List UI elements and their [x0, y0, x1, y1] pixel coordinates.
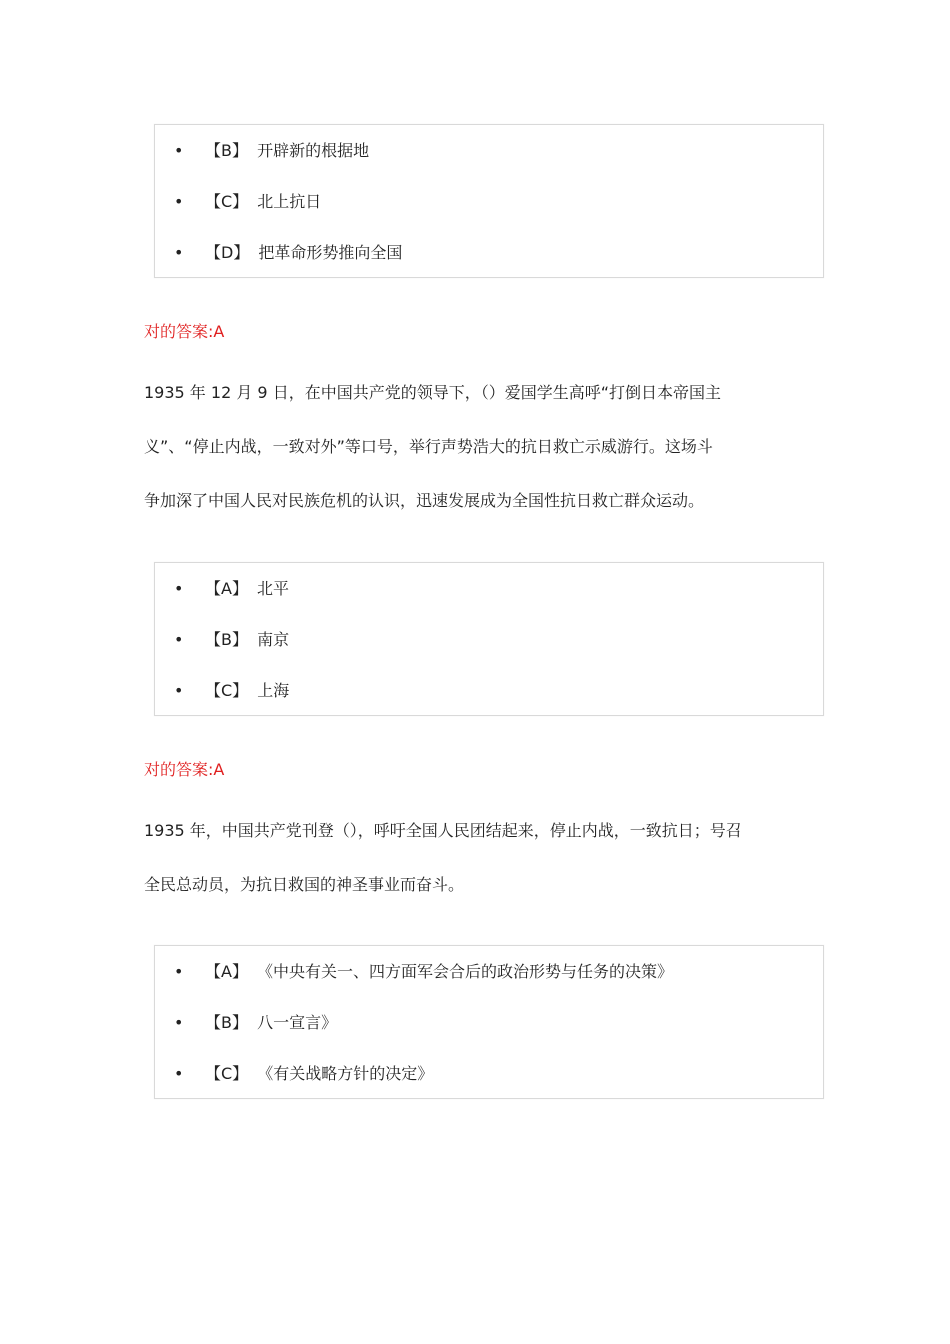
question-2-text	[144, 366, 816, 528]
option-label: 【D】	[205, 243, 250, 262]
option-label: 【B】	[205, 630, 248, 649]
option-text: 《有关战略方针的决定》	[257, 1064, 434, 1083]
option-label: 【C】	[205, 681, 249, 700]
option-d[interactable]	[155, 227, 823, 278]
bullet-icon: •	[174, 243, 184, 262]
option-label: 【A】	[205, 579, 248, 598]
options-list	[155, 563, 823, 716]
options-list	[155, 946, 823, 1099]
bullet-icon: •	[174, 1064, 184, 1083]
option-text: 《中央有关一、四方面军会合后的政治形势与任务的决策》	[257, 962, 674, 981]
option-label: 【B】	[205, 141, 248, 160]
options-box-1	[154, 124, 824, 278]
bullet-icon: •	[174, 1013, 184, 1032]
option-b[interactable]	[155, 997, 823, 1048]
option-a[interactable]	[155, 563, 823, 614]
option-label: 【A】	[205, 962, 248, 981]
option-text: 北上抗日	[257, 192, 322, 211]
option-text: 上海	[257, 681, 290, 700]
question-3-text	[144, 804, 816, 912]
option-label: 【B】	[205, 1013, 248, 1032]
option-label: 【C】	[205, 192, 249, 211]
option-a[interactable]	[155, 946, 823, 997]
option-text: 北平	[257, 579, 290, 598]
bullet-icon: •	[174, 630, 184, 649]
options-list	[155, 125, 823, 278]
question-line: 争加深了中国人民对民族危机的认识，迅速发展成为全国性抗日救亡群众运动。	[144, 491, 705, 510]
option-b[interactable]	[155, 614, 823, 665]
bullet-icon: •	[174, 681, 184, 700]
bullet-icon: •	[174, 962, 184, 981]
correct-answer-2: 对的答案:A	[144, 760, 225, 779]
option-b[interactable]	[155, 125, 823, 176]
option-text: 八一宣言》	[257, 1013, 338, 1032]
options-box-3	[154, 945, 824, 1099]
question-line: 1935 年，中国共产党刊登（），呼吁全国人民团结起来，停止内战，一致抗日；号召	[144, 821, 742, 840]
option-text: 开辟新的根据地	[257, 141, 370, 160]
option-c[interactable]	[155, 665, 823, 716]
correct-answer-1: 对的答案:A	[144, 322, 225, 341]
options-box-2	[154, 562, 824, 716]
bullet-icon: •	[174, 579, 184, 598]
option-c[interactable]	[155, 1048, 823, 1099]
option-text: 南京	[257, 630, 290, 649]
bullet-icon: •	[174, 141, 184, 160]
bullet-icon: •	[174, 192, 184, 211]
question-line: 全民总动员，为抗日救国的神圣事业而奋斗。	[144, 875, 465, 894]
question-line: 1935 年 12 月 9 日，在中国共产党的领导下，（）爱国学生高呼“打倒日本帝国主	[144, 383, 721, 402]
question-line: 义”、“停止内战，一致对外”等口号，举行声势浩大的抗日救亡示威游行。这场斗	[144, 437, 713, 456]
option-text: 把革命形势推向全国	[258, 243, 403, 262]
option-label: 【C】	[205, 1064, 249, 1083]
option-c[interactable]	[155, 176, 823, 227]
